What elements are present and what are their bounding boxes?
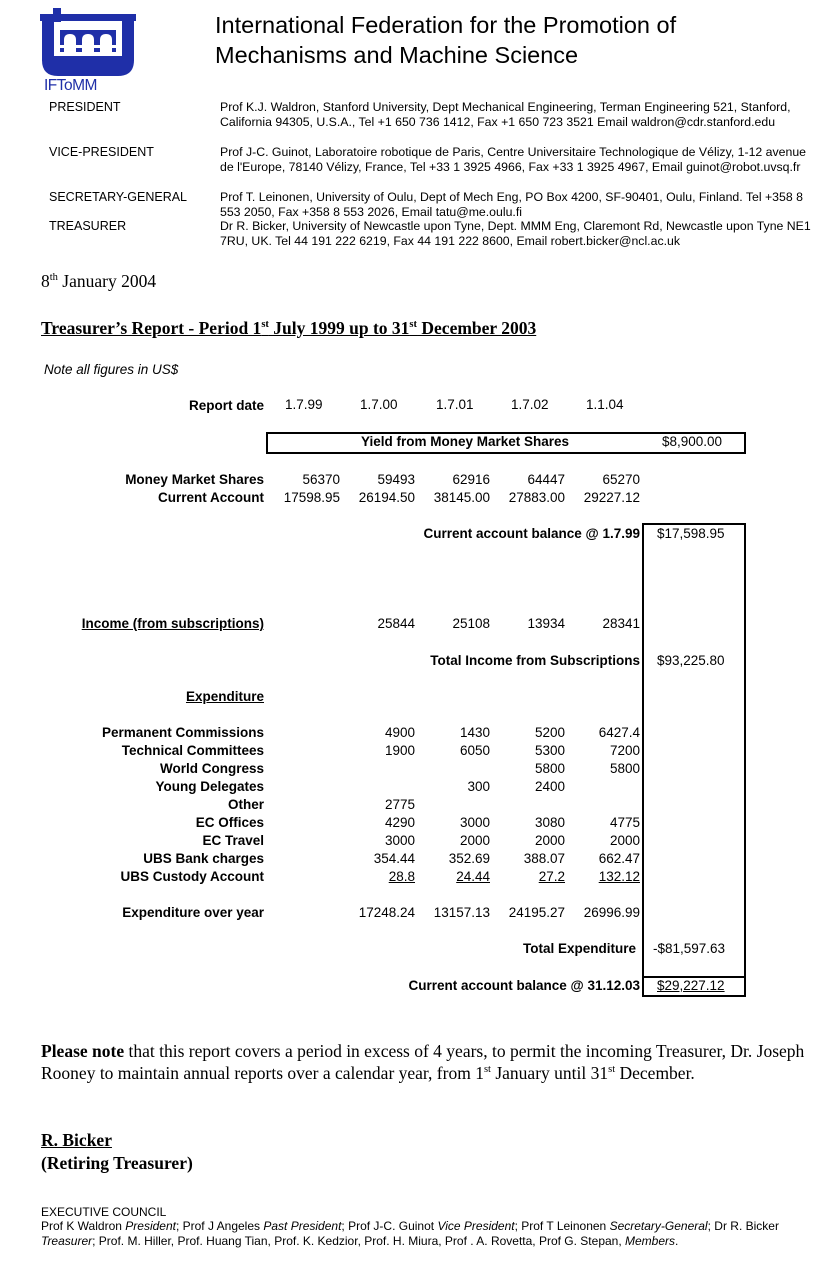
expenditure-cell: 5800 bbox=[534, 761, 565, 776]
report-title: Treasurer’s Report - Period 1st July 1999 up to 31st December 2003 bbox=[41, 318, 537, 338]
report-date-4: 1.7.02 bbox=[511, 397, 549, 412]
closing-balance-value: $29,227.12 bbox=[657, 978, 725, 993]
expenditure-total-cell: 26996.99 bbox=[583, 905, 640, 920]
expenditure-cell: 132.12 bbox=[598, 869, 640, 884]
expenditure-row-label: Permanent Commissions bbox=[101, 725, 264, 740]
officer-role-president: PRESIDENT bbox=[49, 100, 121, 114]
yield-value: $8,900.00 bbox=[662, 434, 723, 449]
expenditure-total-cell: 13157.13 bbox=[433, 905, 490, 920]
expenditure-total-label: Expenditure over year bbox=[122, 905, 264, 920]
please-note-paragraph: Please note that this report covers a period in excess of 4 years, to permit the incoming Treasurer, Dr. Joseph Rooney to maintain annual reports over a calendar year, from 1st January until 31st December. bbox=[41, 1041, 805, 1083]
expenditure-cell: 300 bbox=[467, 779, 490, 794]
expenditure-row-label: Young Delegates bbox=[155, 779, 264, 794]
expenditure-cell: 3000 bbox=[384, 833, 415, 848]
expenditure-cell: 4290 bbox=[384, 815, 415, 830]
report-date-5: 1.1.04 bbox=[586, 397, 624, 412]
expenditure-cell: 24.44 bbox=[456, 869, 490, 884]
report-date-line: 8th January 2004 bbox=[41, 271, 157, 291]
footer-members: Prof K Waldron President; Prof J Angeles Past President; Prof J-C. Guinot Vice President; Prof T Leinonen Secretary-General; Dr R. Bicker Treasurer; Prof. M. Hiller, Prof. Huang Tian, Prof. K. Kedzior, Prof. H. Miura, Prof . A. Rovetta, Prof G. Stepan, Members. bbox=[41, 1219, 779, 1248]
expenditure-cell: 27.2 bbox=[538, 869, 565, 884]
logo-text: IFToMM bbox=[44, 77, 97, 94]
expenditure-row-label: Other bbox=[227, 797, 264, 812]
expenditure-cell: 352.69 bbox=[448, 851, 490, 866]
summary-column-bottom-border bbox=[642, 995, 746, 997]
signature-name: R. Bicker bbox=[41, 1130, 112, 1150]
expenditure-cell: 2000 bbox=[534, 833, 565, 848]
expenditure-cell: 7200 bbox=[609, 743, 640, 758]
officer-role-secretary-general: SECRETARY-GENERAL bbox=[49, 190, 188, 204]
expenditure-cell: 2000 bbox=[459, 833, 490, 848]
total-expenditure-value: -$81,597.63 bbox=[653, 941, 726, 956]
current-account-value: 27883.00 bbox=[508, 490, 565, 505]
expenditure-row-label: Technical Committees bbox=[121, 743, 264, 758]
expenditure-cell: 4775 bbox=[609, 815, 640, 830]
officer-role-treasurer: TREASURER bbox=[49, 219, 127, 233]
expenditure-cell: 5300 bbox=[534, 743, 565, 758]
expenditure-row-label: World Congress bbox=[159, 761, 264, 776]
money-market-value: 65270 bbox=[602, 472, 640, 487]
expenditure-cell: 4900 bbox=[384, 725, 415, 740]
total-expenditure-label: Total Expenditure bbox=[522, 941, 636, 956]
expenditure-cell: 3000 bbox=[459, 815, 490, 830]
total-income-value: $93,225.80 bbox=[657, 653, 725, 668]
officer-role-vice-president: VICE-PRESIDENT bbox=[49, 145, 154, 159]
opening-balance-label: Current account balance @ 1.7.99 bbox=[423, 526, 640, 541]
org-name-line2: Mechanisms and Machine Science bbox=[215, 42, 579, 68]
income-value: 25844 bbox=[377, 616, 415, 631]
current-account-value: 26194.50 bbox=[358, 490, 415, 505]
current-account-value: 17598.95 bbox=[283, 490, 340, 505]
report-date-1: 1.7.99 bbox=[285, 397, 323, 412]
currency-note: Note all figures in US$ bbox=[44, 362, 179, 377]
report-date-3: 1.7.01 bbox=[436, 397, 474, 412]
current-account-label: Current Account bbox=[157, 490, 264, 505]
org-name-line1: International Federation for the Promotion of bbox=[215, 12, 677, 38]
expenditure-cell: 662.47 bbox=[598, 851, 640, 866]
expenditure-row-label: EC Offices bbox=[195, 815, 264, 830]
expenditure-cell: 2775 bbox=[384, 797, 415, 812]
report-date-label: Report date bbox=[188, 398, 264, 413]
closing-balance-label: Current account balance @ 31.12.03 bbox=[408, 978, 640, 993]
officer-detail-treasurer: Dr R. Bicker, University of Newcastle upon Tyne, Dept. MMM Eng, Claremont Rd, Newcastle upon Tyne NE1 7RU, UK. Tel 44 191 222 6219, Fax 44 191 222 8600, Email robert.bicker@ncl.ac.uk bbox=[220, 219, 811, 248]
signature-role: (Retiring Treasurer) bbox=[41, 1153, 193, 1173]
footer-heading: EXECUTIVE COUNCIL bbox=[41, 1205, 167, 1219]
expenditure-cell: 354.44 bbox=[373, 851, 415, 866]
money-market-value: 62916 bbox=[452, 472, 490, 487]
income-label: Income (from subscriptions) bbox=[81, 616, 264, 631]
officer-detail-vice-president: Prof J-C. Guinot, Laboratoire robotique de Paris, Centre Universitaire Technologique de Vélizy, 1-12 avenue de l'Europe, 78140 Vélizy, France, Tel +33 1 3925 4966, Fax +33 1 3925 4967, Email guinot@robot.uvsq.fr bbox=[220, 145, 807, 174]
expenditure-cell: 28.8 bbox=[388, 869, 415, 884]
income-value: 13934 bbox=[527, 616, 565, 631]
report-date-2: 1.7.00 bbox=[360, 397, 398, 412]
expenditure-row-label: UBS Custody Account bbox=[120, 869, 264, 884]
expenditure-cell: 1430 bbox=[459, 725, 490, 740]
income-value: 25108 bbox=[452, 616, 490, 631]
iftomm-logo bbox=[38, 8, 138, 98]
expenditure-cell: 388.07 bbox=[523, 851, 565, 866]
expenditure-cell: 6050 bbox=[459, 743, 490, 758]
expenditure-total-cell: 17248.24 bbox=[358, 905, 415, 920]
expenditure-row-label: UBS Bank charges bbox=[143, 851, 264, 866]
expenditure-total-cell: 24195.27 bbox=[508, 905, 565, 920]
summary-column-left-border bbox=[642, 523, 644, 997]
current-account-value: 38145.00 bbox=[433, 490, 490, 505]
money-market-label: Money Market Shares bbox=[125, 472, 264, 487]
yield-label: Yield from Money Market Shares bbox=[360, 434, 570, 449]
expenditure-cell: 3080 bbox=[534, 815, 565, 830]
expenditure-cell: 1900 bbox=[384, 743, 415, 758]
officer-detail-secretary-general: Prof T. Leinonen, University of Oulu, Dept of Mech Eng, PO Box 4200, SF-90401, Oulu, Finland. Tel +358 8 553 2050, Fax +358 8 553 2026, Email tatu@me.oulu.fi bbox=[220, 190, 803, 219]
expenditure-cell: 2000 bbox=[609, 833, 640, 848]
expenditure-cell: 5200 bbox=[534, 725, 565, 740]
expenditure-cell: 5800 bbox=[609, 761, 640, 776]
money-market-value: 56370 bbox=[302, 472, 340, 487]
expenditure-cell: 2400 bbox=[534, 779, 565, 794]
income-value: 28341 bbox=[602, 616, 640, 631]
current-account-value: 29227.12 bbox=[583, 490, 640, 505]
money-market-value: 59493 bbox=[377, 472, 415, 487]
summary-column-top-border bbox=[642, 523, 746, 525]
opening-balance-value: $17,598.95 bbox=[657, 526, 725, 541]
officer-detail-president: Prof K.J. Waldron, Stanford University, Dept Mechanical Engineering, Terman Engineering 521, Stanford, California 94305, U.S.A., Tel +1 650 736 1412, Fax +1 650 723 3521 Email waldron@cdr.stanford.edu bbox=[220, 100, 791, 129]
summary-column-right-border bbox=[744, 523, 746, 997]
expenditure-row-label: EC Travel bbox=[202, 833, 264, 848]
expenditure-heading: Expenditure bbox=[185, 689, 264, 704]
money-market-value: 64447 bbox=[527, 472, 565, 487]
expenditure-cell: 6427.4 bbox=[598, 725, 640, 740]
total-income-label: Total Income from Subscriptions bbox=[430, 653, 640, 668]
